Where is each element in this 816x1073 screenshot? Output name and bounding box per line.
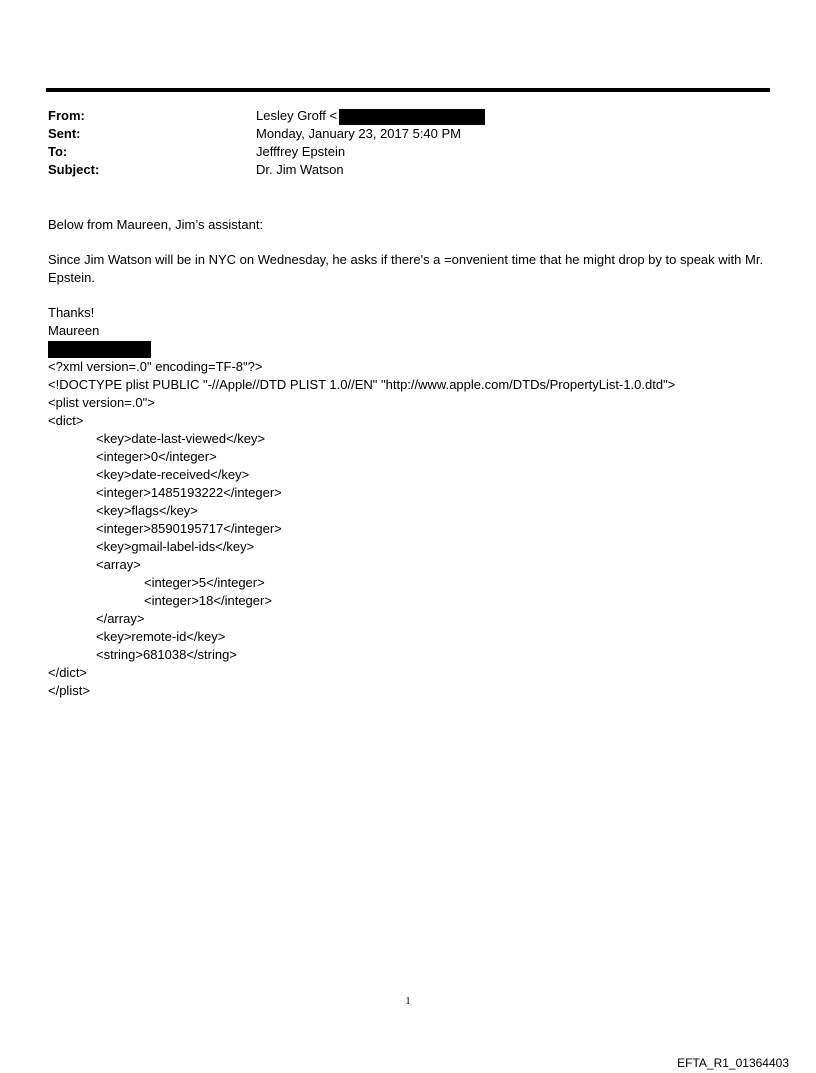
to-label: To:: [48, 144, 68, 159]
xml-line: </plist>: [48, 683, 90, 698]
email-body: [48, 216, 770, 358]
xml-line: <array>: [96, 557, 141, 572]
xml-line: <integer>1485193222</integer>: [96, 485, 282, 500]
xml-line: <key>date-last-viewed</key>: [96, 431, 266, 446]
xml-line: <key>date-received</key>: [96, 467, 250, 482]
from-name: Lesley Groff <: [256, 108, 338, 123]
redacted-signature: [48, 341, 151, 358]
sent-label: Sent:: [48, 126, 81, 141]
subject-label: Subject:: [48, 162, 100, 177]
xml-line: <key>gmail-label-ids</key>: [96, 539, 255, 554]
sent-value: Monday, January 23, 2017 5:40 PM: [256, 126, 461, 141]
xml-line: <integer>8590195717</integer>: [96, 521, 282, 536]
subject-value: Dr. Jim Watson: [256, 162, 344, 177]
xml-line: <string>681038</string>: [96, 647, 237, 662]
xml-line: <key>flags</key>: [96, 503, 198, 518]
body-message: Since Jim Watson will be in NYC on Wednesday, he asks if there's a =onvenient time that he might drop by to speak with Mr. Epstein.: [48, 252, 764, 285]
header-rule: [46, 88, 770, 92]
body-thanks: Thanks!: [48, 305, 95, 320]
xml-line: <dict>: [48, 413, 84, 428]
body-signature: Maureen: [48, 323, 100, 338]
page-number: 1: [405, 995, 411, 1007]
xml-line: <integer>5</integer>: [144, 575, 265, 590]
plist-block: [48, 358, 675, 700]
to-value: Jefffrey Epstein: [256, 144, 346, 159]
from-value: [256, 107, 485, 125]
xml-line: <!DOCTYPE plist PUBLIC "-//Apple//DTD PLIST 1.0//EN" "http://www.apple.com/DTDs/PropertyList-1.0.dtd">: [48, 377, 676, 392]
xml-line: </array>: [96, 611, 145, 626]
xml-line: <?xml version=.0" encoding=TF-8"?>: [48, 359, 263, 374]
xml-line: <integer>18</integer>: [144, 593, 272, 608]
redacted-email: [339, 109, 485, 125]
xml-line: </dict>: [48, 665, 88, 680]
xml-line: <integer>0</integer>: [96, 449, 217, 464]
document-id: EFTA_R1_01364403: [677, 1056, 789, 1070]
xml-line: <plist version=.0">: [48, 395, 155, 410]
body-intro: Below from Maureen, Jim’s assistant:: [48, 217, 264, 232]
from-label: From:: [48, 108, 85, 123]
xml-line: <key>remote-id</key>: [96, 629, 226, 644]
